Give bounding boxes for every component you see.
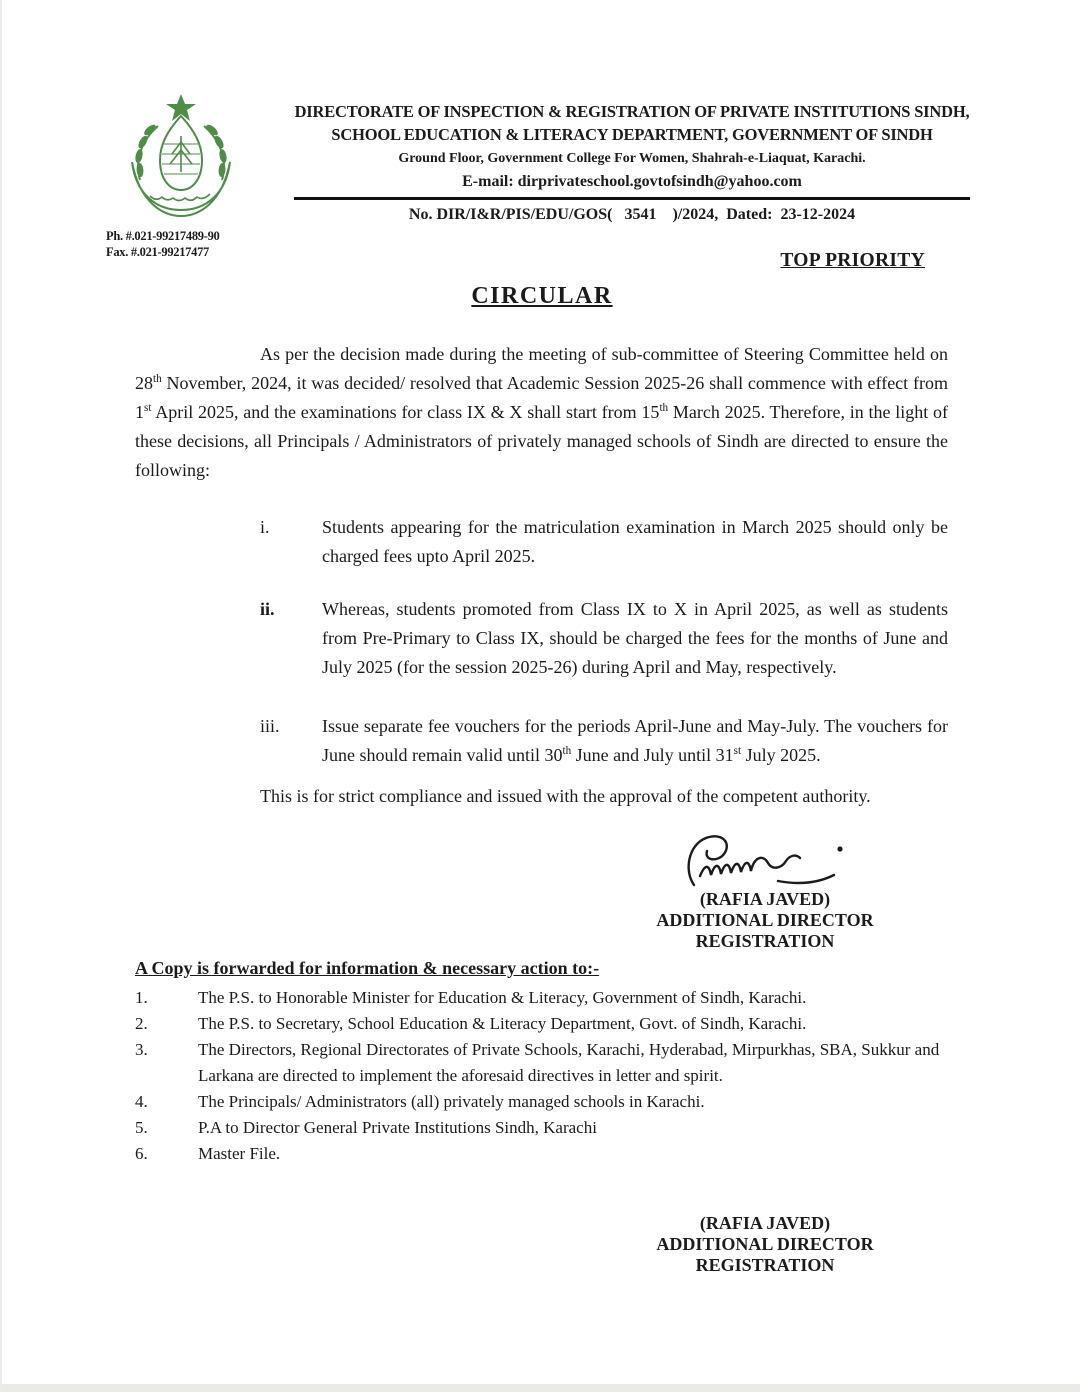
copy-item-text: The Principals/ Administrators (all) privately managed schools in Karachi.	[198, 1092, 705, 1111]
copy-list-item	[135, 985, 948, 1011]
copy-item-text: The P.S. to Secretary, School Education & Literacy Department, Govt. of Sindh, Karachi.	[198, 1014, 807, 1033]
copy-list-item	[135, 1115, 948, 1141]
footer-signatory-block	[610, 1213, 920, 1276]
signatory-role: ADDITIONAL DIRECTOR	[656, 910, 874, 930]
reference-number-line: No. DIR/I&R/PIS/EDU/GOS( 3541 )/2024, Dated: 23-12-2024	[408, 206, 856, 223]
signatory-name: (RAFIA JAVED)	[699, 889, 831, 909]
list-item	[260, 595, 948, 682]
copy-item-number: 1.	[135, 988, 148, 1007]
letterhead-text	[294, 100, 970, 227]
copy-item-text: Master File.	[198, 1144, 281, 1163]
phone-line: Ph. #.021-99217489-90	[106, 229, 220, 243]
org-name-line1: DIRECTORATE OF INSPECTION & REGISTRATION OF PRIVATE INSTITUTIONS SINDH,	[294, 102, 970, 121]
copy-list-item	[135, 1089, 948, 1115]
header-rule	[294, 197, 970, 200]
copy-list-item	[135, 1011, 948, 1037]
logo-block	[106, 92, 256, 260]
copy-list-item	[135, 1037, 948, 1089]
letterhead	[2, 0, 1080, 332]
page-title: CIRCULAR	[471, 283, 613, 309]
sindh-government-crest-icon	[120, 92, 242, 220]
list-item-text: Students appearing for the matriculation examination in March 2025 should only be charged fees upto April 2025.	[322, 517, 948, 566]
copy-item-number: 3.	[135, 1040, 148, 1059]
circular-body	[2, 332, 1080, 811]
list-number: i.	[260, 517, 270, 537]
handwritten-signature-icon	[680, 829, 850, 891]
signatory-department: REGISTRATION	[695, 931, 835, 951]
signatory-name: (RAFIA JAVED)	[699, 1213, 831, 1233]
copy-item-number: 4.	[135, 1092, 148, 1111]
signatory-role: ADDITIONAL DIRECTOR	[656, 1234, 874, 1254]
list-item	[260, 513, 948, 571]
priority-label: TOP PRIORITY	[780, 250, 925, 271]
copy-list-heading: A Copy is forwarded for information & necessary action to:-	[135, 958, 600, 978]
list-item	[260, 712, 948, 770]
list-item-text: Issue separate fee vouchers for the periods April-June and May-July. The vouchers for June should remain valid until 30th June and July until 31st July 2025.	[322, 716, 948, 765]
copy-item-number: 5.	[135, 1118, 148, 1137]
signature-block	[610, 829, 920, 952]
copy-forwarded-section	[2, 952, 1080, 1167]
copy-item-number: 2.	[135, 1014, 148, 1033]
copy-item-text: The Directors, Regional Directorates of Private Schools, Karachi, Hyderabad, Mirpurkhas, SBA, Sukkur and Larkana are directed to implement the aforesaid directives in letter and spirit.	[198, 1040, 940, 1085]
closing-paragraph: This is for strict compliance and issued with the approval of the competent authority.	[260, 786, 871, 806]
org-address: Ground Floor, Government College For Women, Shahrah-e-Liaquat, Karachi.	[398, 151, 866, 166]
copy-list-item	[135, 1141, 948, 1167]
list-number: iii.	[260, 716, 280, 736]
opening-paragraph: As per the decision made during the meeting of sub-committee of Steering Committee held on 28th November, 2024, it was decided/ resolved that Academic Session 2025-26 shall commence with effect from 1st April 2025, and the examinations for class IX & X shall start from 15th March 2025. Therefore, in the light of these decisions, all Principals / Administrators of privately managed schools of Sindh are directed to ensure the following:	[135, 344, 948, 480]
copy-item-text: P.A to Director General Private Institutions Sindh, Karachi	[198, 1118, 597, 1137]
org-email: E-mail: dirprivateschool.govtofsindh@yahoo.com	[462, 173, 802, 190]
list-number: ii.	[260, 599, 275, 619]
list-item-text: Whereas, students promoted from Class IX to X in April 2025, as well as students from Pre-Primary to Class IX, should be charged the fees for the months of June and July 2025 (for the session 2025-26) during April and May, respectively.	[322, 599, 948, 677]
copy-item-text: The P.S. to Honorable Minister for Education & Literacy, Government of Sindh, Karachi.	[198, 988, 807, 1007]
signatory-department: REGISTRATION	[695, 1255, 835, 1275]
copy-item-number: 6.	[135, 1144, 148, 1163]
fax-line: Fax. #.021-99217477	[106, 245, 209, 259]
org-name-line2: SCHOOL EDUCATION & LITERACY DEPARTMENT, GOVERNMENT OF SINDH	[331, 125, 933, 144]
